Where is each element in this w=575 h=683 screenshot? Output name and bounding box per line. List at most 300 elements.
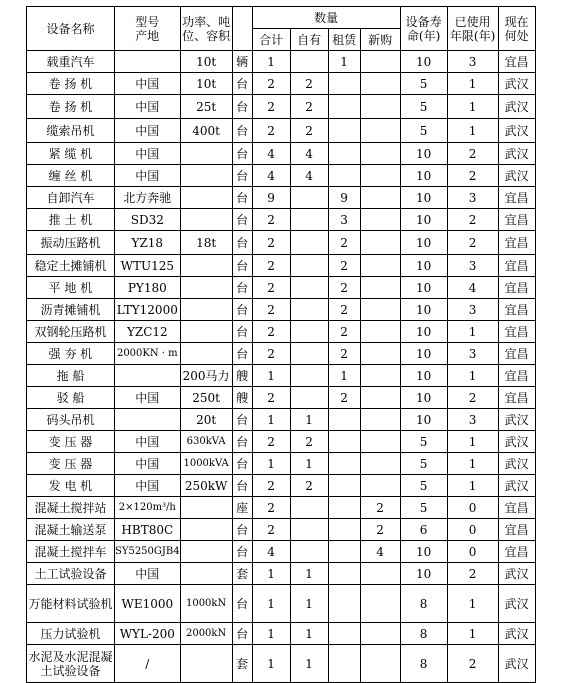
qty-own-cell xyxy=(290,541,328,563)
equipment-name-cell: 拖 船 xyxy=(27,365,115,387)
unit-cell: 套 xyxy=(232,645,252,683)
table-row xyxy=(27,431,536,453)
model-origin-cell: 中国 xyxy=(115,73,181,95)
service-life-cell: 10 xyxy=(400,209,447,231)
qty-new-cell xyxy=(360,255,400,277)
table-row xyxy=(27,209,536,231)
service-life-cell: 10 xyxy=(400,165,447,187)
qty-total-cell: 4 xyxy=(252,143,290,165)
service-life-cell: 10 xyxy=(400,187,447,209)
power-capacity-cell xyxy=(180,645,232,683)
years-used-cell: 2 xyxy=(447,209,498,231)
qty-new-cell xyxy=(360,95,400,119)
equipment-name-cell: 卷 扬 机 xyxy=(27,95,115,119)
years-used-cell: 0 xyxy=(447,519,498,541)
table-row xyxy=(27,119,536,143)
qty-own-cell: 1 xyxy=(290,563,328,585)
service-life-cell: 10 xyxy=(400,51,447,73)
location-cell: 武汉 xyxy=(498,475,535,497)
qty-total-cell: 2 xyxy=(252,497,290,519)
power-capacity-cell: 10t xyxy=(180,51,232,73)
qty-total-cell: 4 xyxy=(252,541,290,563)
qty-total-cell: 9 xyxy=(252,187,290,209)
unit-cell: 台 xyxy=(232,519,252,541)
qty-new-cell xyxy=(360,73,400,95)
qty-own-cell xyxy=(290,321,328,343)
qty-total-cell: 2 xyxy=(252,277,290,299)
table-row xyxy=(27,585,536,623)
location-cell: 宜昌 xyxy=(498,277,535,299)
qty-own-cell xyxy=(290,277,328,299)
qty-own-cell: 4 xyxy=(290,143,328,165)
location-cell: 宜昌 xyxy=(498,187,535,209)
qty-new-cell xyxy=(360,409,400,431)
unit-cell: 台 xyxy=(232,453,252,475)
years-used-cell: 1 xyxy=(447,453,498,475)
unit-cell: 台 xyxy=(232,409,252,431)
service-life-cell: 10 xyxy=(400,277,447,299)
model-origin-cell: 中国 xyxy=(115,387,181,409)
equipment-name-cell: 码头吊机 xyxy=(27,409,115,431)
power-capacity-cell xyxy=(180,165,232,187)
header-model: 型号 产地 xyxy=(115,7,181,51)
equipment-name-cell: 缆索吊机 xyxy=(27,119,115,143)
header-power: 功率、吨 位、容积 xyxy=(180,7,232,51)
unit-cell: 台 xyxy=(232,431,252,453)
power-capacity-cell xyxy=(180,187,232,209)
service-life-cell: 5 xyxy=(400,453,447,475)
qty-new-cell xyxy=(360,209,400,231)
unit-cell: 台 xyxy=(232,541,252,563)
qty-new-cell xyxy=(360,387,400,409)
model-origin-cell: / xyxy=(115,645,181,683)
power-capacity-cell xyxy=(180,143,232,165)
unit-cell: 台 xyxy=(232,165,252,187)
table-row xyxy=(27,51,536,73)
service-life-cell: 10 xyxy=(400,387,447,409)
model-origin-cell: SY5250GJB4 xyxy=(115,541,181,563)
service-life-cell: 5 xyxy=(400,95,447,119)
table-row xyxy=(27,497,536,519)
qty-new-cell xyxy=(360,585,400,623)
unit-cell: 台 xyxy=(232,299,252,321)
qty-total-cell: 4 xyxy=(252,165,290,187)
equipment-name-cell: 变 压 器 xyxy=(27,431,115,453)
years-used-cell: 1 xyxy=(447,475,498,497)
qty-lease-cell xyxy=(328,623,360,645)
header-life: 设备寿 命(年) xyxy=(400,7,447,51)
qty-own-cell: 2 xyxy=(290,95,328,119)
unit-cell: 台 xyxy=(232,585,252,623)
header-location: 现在 何处 xyxy=(498,7,535,51)
qty-lease-cell: 2 xyxy=(328,231,360,255)
model-origin-cell: 2000KN · m xyxy=(115,343,181,365)
model-origin-cell: WYL-200 xyxy=(115,623,181,645)
qty-total-cell: 2 xyxy=(252,343,290,365)
location-cell: 宜昌 xyxy=(498,343,535,365)
model-origin-cell: 中国 xyxy=(115,563,181,585)
location-cell: 武汉 xyxy=(498,95,535,119)
table-row xyxy=(27,95,536,119)
unit-cell: 台 xyxy=(232,143,252,165)
model-origin-cell: YZ18 xyxy=(115,231,181,255)
unit-cell: 台 xyxy=(232,187,252,209)
power-capacity-cell xyxy=(180,209,232,231)
power-capacity-cell xyxy=(180,343,232,365)
years-used-cell: 3 xyxy=(447,51,498,73)
qty-new-cell xyxy=(360,119,400,143)
location-cell: 宜昌 xyxy=(498,365,535,387)
qty-new-cell xyxy=(360,623,400,645)
years-used-cell: 3 xyxy=(447,409,498,431)
unit-cell: 台 xyxy=(232,475,252,497)
qty-total-cell: 1 xyxy=(252,51,290,73)
service-life-cell: 6 xyxy=(400,519,447,541)
power-capacity-cell xyxy=(180,299,232,321)
power-capacity-cell xyxy=(180,519,232,541)
qty-total-cell: 2 xyxy=(252,431,290,453)
location-cell: 宜昌 xyxy=(498,299,535,321)
location-cell: 武汉 xyxy=(498,623,535,645)
model-origin-cell: 中国 xyxy=(115,95,181,119)
qty-own-cell: 4 xyxy=(290,165,328,187)
header-qty-total: 合计 xyxy=(252,29,290,51)
model-origin-cell: PY180 xyxy=(115,277,181,299)
qty-total-cell: 1 xyxy=(252,623,290,645)
qty-lease-cell: 2 xyxy=(328,321,360,343)
location-cell: 宜昌 xyxy=(498,255,535,277)
qty-lease-cell: 2 xyxy=(328,387,360,409)
qty-lease-cell: 2 xyxy=(328,277,360,299)
qty-new-cell xyxy=(360,299,400,321)
power-capacity-cell: 250kW xyxy=(180,475,232,497)
service-life-cell: 10 xyxy=(400,563,447,585)
location-cell: 宜昌 xyxy=(498,231,535,255)
header-qty-new: 新购 xyxy=(360,29,400,51)
years-used-cell: 3 xyxy=(447,343,498,365)
unit-cell: 台 xyxy=(232,119,252,143)
power-capacity-cell xyxy=(180,497,232,519)
qty-lease-cell xyxy=(328,119,360,143)
qty-lease-cell: 1 xyxy=(328,51,360,73)
equipment-name-cell: 紧 缆 机 xyxy=(27,143,115,165)
qty-total-cell: 2 xyxy=(252,299,290,321)
location-cell: 宜昌 xyxy=(498,209,535,231)
qty-lease-cell xyxy=(328,541,360,563)
equipment-name-cell: 发 电 机 xyxy=(27,475,115,497)
qty-lease-cell xyxy=(328,143,360,165)
location-cell: 武汉 xyxy=(498,453,535,475)
unit-cell: 台 xyxy=(232,277,252,299)
equipment-name-cell: 水泥及水泥混凝土试验设备 xyxy=(27,645,115,683)
years-used-cell: 2 xyxy=(447,387,498,409)
power-capacity-cell xyxy=(180,563,232,585)
model-origin-cell: 中国 xyxy=(115,431,181,453)
table-row xyxy=(27,299,536,321)
qty-own-cell xyxy=(290,231,328,255)
location-cell: 宜昌 xyxy=(498,541,535,563)
years-used-cell: 1 xyxy=(447,365,498,387)
location-cell: 宜昌 xyxy=(498,497,535,519)
location-cell: 武汉 xyxy=(498,585,535,623)
power-capacity-cell: 10t xyxy=(180,73,232,95)
power-capacity-cell: 2000kN xyxy=(180,623,232,645)
qty-lease-cell xyxy=(328,563,360,585)
equipment-name-cell: 双钢轮压路机 xyxy=(27,321,115,343)
power-capacity-cell: 200马力 xyxy=(180,365,232,387)
years-used-cell: 3 xyxy=(447,299,498,321)
power-capacity-cell: 630kVA xyxy=(180,431,232,453)
qty-total-cell: 2 xyxy=(252,519,290,541)
model-origin-cell xyxy=(115,365,181,387)
unit-cell: 台 xyxy=(232,343,252,365)
qty-total-cell: 2 xyxy=(252,475,290,497)
qty-new-cell xyxy=(360,563,400,585)
equipment-name-cell: 推 土 机 xyxy=(27,209,115,231)
location-cell: 武汉 xyxy=(498,143,535,165)
qty-new-cell: 4 xyxy=(360,541,400,563)
table-row xyxy=(27,475,536,497)
qty-lease-cell xyxy=(328,645,360,683)
qty-total-cell: 1 xyxy=(252,563,290,585)
equipment-name-cell: 变 压 器 xyxy=(27,453,115,475)
qty-own-cell: 1 xyxy=(290,409,328,431)
table-row xyxy=(27,277,536,299)
qty-own-cell xyxy=(290,497,328,519)
qty-own-cell: 1 xyxy=(290,645,328,683)
qty-total-cell: 2 xyxy=(252,95,290,119)
service-life-cell: 5 xyxy=(400,73,447,95)
qty-total-cell: 2 xyxy=(252,119,290,143)
table-row xyxy=(27,231,536,255)
equipment-name-cell: 驳 船 xyxy=(27,387,115,409)
unit-cell: 台 xyxy=(232,95,252,119)
service-life-cell: 10 xyxy=(400,409,447,431)
qty-total-cell: 1 xyxy=(252,453,290,475)
qty-lease-cell: 2 xyxy=(328,255,360,277)
qty-new-cell xyxy=(360,143,400,165)
service-life-cell: 5 xyxy=(400,497,447,519)
qty-own-cell xyxy=(290,51,328,73)
service-life-cell: 5 xyxy=(400,119,447,143)
qty-lease-cell xyxy=(328,165,360,187)
power-capacity-cell xyxy=(180,255,232,277)
qty-total-cell: 2 xyxy=(252,321,290,343)
service-life-cell: 5 xyxy=(400,475,447,497)
qty-total-cell: 1 xyxy=(252,365,290,387)
power-capacity-cell xyxy=(180,541,232,563)
equipment-name-cell: 振动压路机 xyxy=(27,231,115,255)
model-origin-cell: WE1000 xyxy=(115,585,181,623)
power-capacity-cell: 400t xyxy=(180,119,232,143)
years-used-cell: 2 xyxy=(447,165,498,187)
location-cell: 武汉 xyxy=(498,431,535,453)
unit-cell: 艘 xyxy=(232,365,252,387)
model-origin-cell: SD32 xyxy=(115,209,181,231)
years-used-cell: 1 xyxy=(447,321,498,343)
qty-new-cell: 2 xyxy=(360,519,400,541)
table-row xyxy=(27,165,536,187)
service-life-cell: 5 xyxy=(400,431,447,453)
unit-cell: 台 xyxy=(232,255,252,277)
service-life-cell: 10 xyxy=(400,143,447,165)
table-body xyxy=(27,7,536,683)
model-origin-cell xyxy=(115,51,181,73)
power-capacity-cell: 250t xyxy=(180,387,232,409)
header-row-1 xyxy=(27,7,536,29)
table-row xyxy=(27,365,536,387)
years-used-cell: 2 xyxy=(447,563,498,585)
equipment-name-cell: 万能材料试验机 xyxy=(27,585,115,623)
service-life-cell: 10 xyxy=(400,231,447,255)
location-cell: 武汉 xyxy=(498,119,535,143)
qty-own-cell: 1 xyxy=(290,585,328,623)
location-cell: 武汉 xyxy=(498,409,535,431)
qty-new-cell xyxy=(360,51,400,73)
table-row xyxy=(27,73,536,95)
table-row xyxy=(27,187,536,209)
qty-own-cell xyxy=(290,343,328,365)
service-life-cell: 10 xyxy=(400,541,447,563)
qty-lease-cell: 3 xyxy=(328,209,360,231)
model-origin-cell: 中国 xyxy=(115,475,181,497)
table-row xyxy=(27,143,536,165)
qty-own-cell: 2 xyxy=(290,475,328,497)
qty-total-cell: 2 xyxy=(252,73,290,95)
qty-lease-cell: 2 xyxy=(328,343,360,365)
unit-cell: 艘 xyxy=(232,387,252,409)
equipment-name-cell: 混凝土输送泵 xyxy=(27,519,115,541)
years-used-cell: 1 xyxy=(447,95,498,119)
qty-lease-cell xyxy=(328,475,360,497)
model-origin-cell: 中国 xyxy=(115,143,181,165)
power-capacity-cell xyxy=(180,321,232,343)
table-row xyxy=(27,255,536,277)
equipment-name-cell: 压力试验机 xyxy=(27,623,115,645)
qty-lease-cell xyxy=(328,95,360,119)
model-origin-cell: WTU125 xyxy=(115,255,181,277)
years-used-cell: 3 xyxy=(447,255,498,277)
service-life-cell: 8 xyxy=(400,645,447,683)
qty-new-cell xyxy=(360,453,400,475)
qty-total-cell: 2 xyxy=(252,209,290,231)
qty-lease-cell xyxy=(328,453,360,475)
qty-new-cell xyxy=(360,187,400,209)
years-used-cell: 2 xyxy=(447,231,498,255)
service-life-cell: 10 xyxy=(400,365,447,387)
years-used-cell: 1 xyxy=(447,623,498,645)
power-capacity-cell: 1000kN xyxy=(180,585,232,623)
qty-own-cell xyxy=(290,299,328,321)
years-used-cell: 1 xyxy=(447,119,498,143)
equipment-name-cell: 土工试验设备 xyxy=(27,563,115,585)
years-used-cell: 0 xyxy=(447,541,498,563)
qty-own-cell xyxy=(290,519,328,541)
qty-own-cell: 2 xyxy=(290,119,328,143)
power-capacity-cell: 1000kVA xyxy=(180,453,232,475)
qty-lease-cell xyxy=(328,497,360,519)
table-row xyxy=(27,453,536,475)
qty-own-cell: 2 xyxy=(290,431,328,453)
qty-own-cell: 1 xyxy=(290,453,328,475)
qty-own-cell xyxy=(290,255,328,277)
service-life-cell: 10 xyxy=(400,255,447,277)
qty-lease-cell xyxy=(328,73,360,95)
unit-cell: 台 xyxy=(232,623,252,645)
model-origin-cell: 中国 xyxy=(115,453,181,475)
model-origin-cell: HBT80C xyxy=(115,519,181,541)
qty-new-cell xyxy=(360,431,400,453)
qty-own-cell: 2 xyxy=(290,73,328,95)
years-used-cell: 1 xyxy=(447,585,498,623)
qty-lease-cell xyxy=(328,585,360,623)
table-row xyxy=(27,541,536,563)
equipment-name-cell: 自卸汽车 xyxy=(27,187,115,209)
location-cell: 武汉 xyxy=(498,645,535,683)
equipment-name-cell: 卷 扬 机 xyxy=(27,73,115,95)
location-cell: 宜昌 xyxy=(498,321,535,343)
equipment-table xyxy=(26,6,536,683)
qty-new-cell xyxy=(360,365,400,387)
qty-total-cell: 2 xyxy=(252,387,290,409)
equipment-name-cell: 载重汽车 xyxy=(27,51,115,73)
service-life-cell: 10 xyxy=(400,343,447,365)
qty-total-cell: 1 xyxy=(252,409,290,431)
power-capacity-cell xyxy=(180,277,232,299)
location-cell: 武汉 xyxy=(498,165,535,187)
equipment-name-cell: 稳定土摊铺机 xyxy=(27,255,115,277)
service-life-cell: 8 xyxy=(400,623,447,645)
qty-total-cell: 2 xyxy=(252,255,290,277)
unit-cell: 台 xyxy=(232,321,252,343)
location-cell: 宜昌 xyxy=(498,387,535,409)
location-cell: 宜昌 xyxy=(498,51,535,73)
years-used-cell: 3 xyxy=(447,187,498,209)
qty-lease-cell xyxy=(328,409,360,431)
header-quantity: 数量 xyxy=(252,7,400,29)
qty-new-cell xyxy=(360,321,400,343)
header-qty-own: 自有 xyxy=(290,29,328,51)
qty-total-cell: 1 xyxy=(252,645,290,683)
model-origin-cell: 2×120m³/h xyxy=(115,497,181,519)
years-used-cell: 0 xyxy=(447,497,498,519)
equipment-name-cell: 强 夯 机 xyxy=(27,343,115,365)
equipment-name-cell: 平 地 机 xyxy=(27,277,115,299)
service-life-cell: 8 xyxy=(400,585,447,623)
qty-total-cell: 2 xyxy=(252,231,290,255)
model-origin-cell xyxy=(115,409,181,431)
qty-lease-cell xyxy=(328,431,360,453)
unit-cell: 台 xyxy=(232,231,252,255)
table-row xyxy=(27,519,536,541)
equipment-name-cell: 混凝土搅拌站 xyxy=(27,497,115,519)
qty-new-cell xyxy=(360,231,400,255)
table-row xyxy=(27,563,536,585)
service-life-cell: 10 xyxy=(400,299,447,321)
unit-cell: 台 xyxy=(232,73,252,95)
table-row xyxy=(27,645,536,683)
qty-own-cell xyxy=(290,187,328,209)
qty-own-cell xyxy=(290,365,328,387)
equipment-name-cell: 混凝土搅拌车 xyxy=(27,541,115,563)
years-used-cell: 1 xyxy=(447,73,498,95)
qty-total-cell: 1 xyxy=(252,585,290,623)
table-row xyxy=(27,623,536,645)
header-unit-blank xyxy=(232,7,252,51)
header-name: 设备名称 xyxy=(27,7,115,51)
qty-new-cell: 2 xyxy=(360,497,400,519)
table-row xyxy=(27,321,536,343)
